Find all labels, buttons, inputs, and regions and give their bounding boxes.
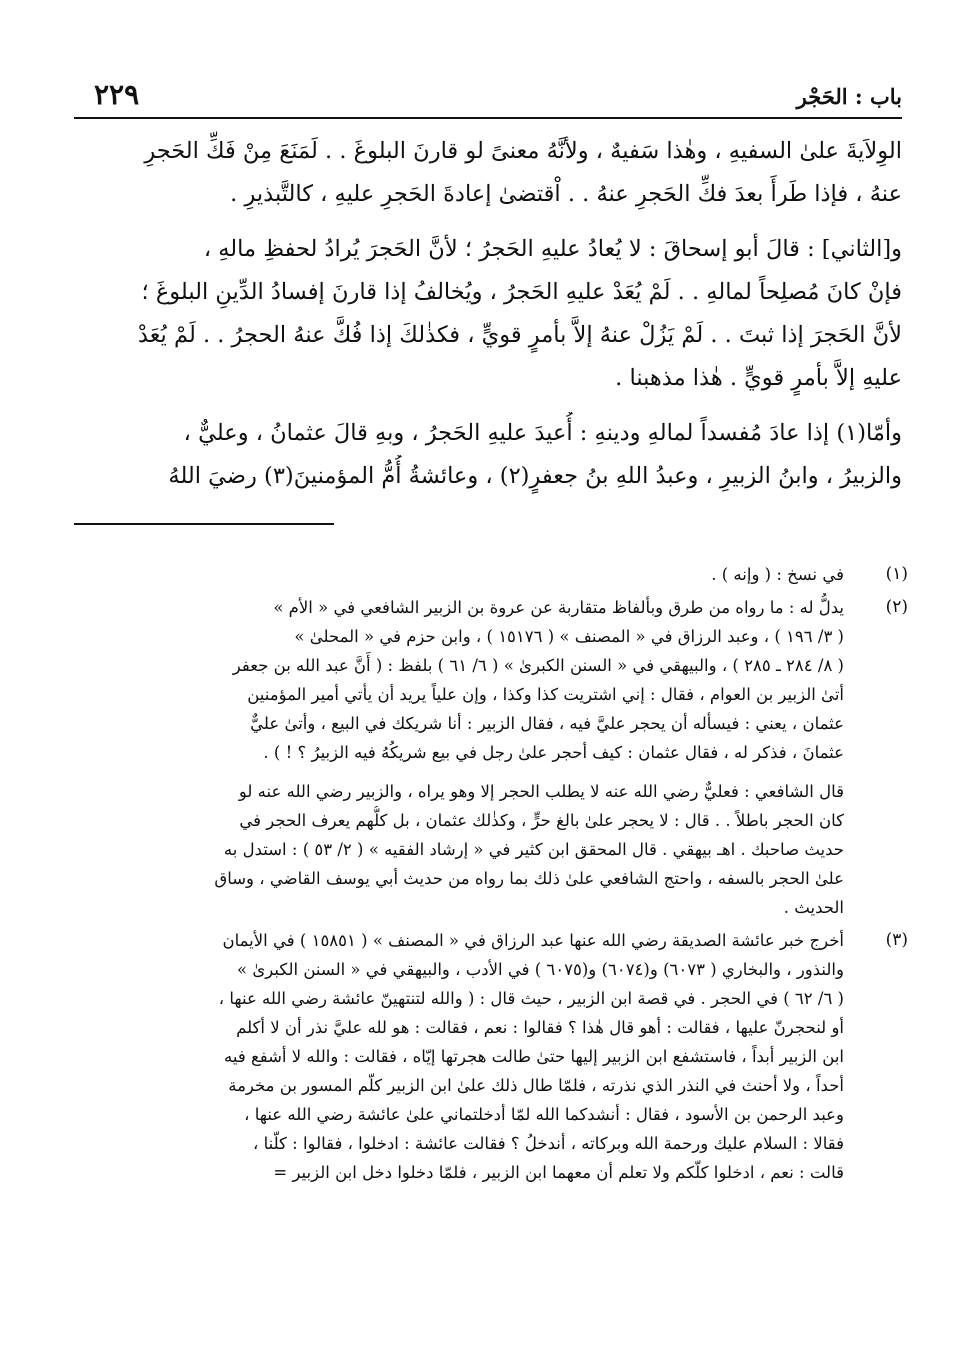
chapter-title: باب : الحَجْر (796, 84, 902, 109)
footnote-number: (٢) (885, 597, 908, 617)
footnote-line: وعبد الرحمن بن الأسود ، فقال : أنشدكما الله لمّا أدخلتماني علىٰ عائشة رضي الله عنها ، (244, 1105, 844, 1124)
footnote-line: ( ٦/ ٦٢ ) في الحجر . في قصة ابن الزبير ، حيث قال : ( والله لتنتهينّ عائشة رضي الله عنها ، (218, 989, 844, 1008)
text-line: عنهُ ، فإذا طَرأَ بعدَ فكِّ الحَجرِ عنهُ . . اْقتضىٰ إعادةَ الحَجرِ عليهِ ، كالتَّبذيرِ . (230, 181, 902, 207)
page-number: ٢٢٩ (94, 78, 140, 111)
footnote-line: أتىٰ الزبير بن العوام ، فقال : إني اشتريت كذا وكذا ، وإن علياً يريد أن يأتي أمير المؤمنين (247, 685, 844, 704)
footnote-line: في نسخ : ( وإنه ) . (711, 565, 844, 584)
text-line: فإنْ كانَ مُصلِحاً لمالهِ . . لَمْ يُعَدْ عليهِ الحَجرُ ، ويُخالفُ إذا قارنَ إفسادُ الدِّينِ البلوغَ ؛ (141, 279, 902, 305)
footnote-line: ( ٨/ ٢٨٤ ـ ٢٨٥ ) ، والبيهقي في « السنن الكبرىٰ » ( ٦/ ٦١ ) بلفظ : ( أَنَّ عبد الله بن جعفر (232, 656, 844, 675)
footnote-divider (74, 523, 334, 525)
footnote-line: ( ٣/ ١٩٦ ) ، وعبد الرزاق في « المصنف » ( ١٥١٧٦ ) ، وابن حزم في « المحلىٰ » (294, 627, 844, 646)
footnote (74, 593, 908, 922)
text-line: و[الثاني] : قالَ أبو إسحاقَ : لا يُعادُ عليهِ الحَجرُ ؛ لأنَّ الحَجرَ يُرادُ لحفظِ مالهِ ، (203, 236, 902, 262)
text-line: وأمّا(١) إذا عادَ مُفسداً لمالهِ ودينهِ : أُعيدَ عليهِ الحَجرُ ، وبهِ قالَ عثمانُ ، وعليٌّ ، (183, 420, 902, 446)
footnote-number: (٣) (885, 930, 908, 950)
footnote-number: (١) (885, 564, 908, 584)
footnote-quote (74, 777, 844, 922)
footnotes (74, 560, 908, 1191)
footnote-line: والنذور ، والبخاري ( ٦٠٧٣) و(٦٠٧٤) و(٦٠٧٥ ) في الأدب ، والبيهقي في « السنن الكبرىٰ » (237, 960, 844, 979)
quote-line: علىٰ الحجر بالسفه ، واحتج الشافعي علىٰ ذلك بما رواه من حديث أبي يوسف القاضي ، وساق (214, 869, 844, 888)
main-text (74, 130, 902, 498)
footnote-line: عثمان ، يعني : فيسأله أن يحجر عليَّ فيه ، فقال الزبير : أنا شريكك في البيع ، وأتىٰ عليٌّ (250, 714, 844, 733)
quote-line: قال الشافعي : فعليٌّ رضي الله عنه لا يطلب الحجر إلا وهو يراه ، والزبير رضي الله عنه لو (238, 782, 844, 801)
text-line: عليهِ إلاَّ بأمرٍ قويٍّ . هٰذا مذهبنا . (615, 365, 902, 391)
footnote-line: أحداً ، ولا أحنث في النذر الذي نذرته ، فلمّا طال ذلك علىٰ ابن الزبير كلّم المسور بن مخرمة (228, 1076, 844, 1095)
footnote-line: عثمانَ ، فذكر له ، فقال عثمان : كيف أحجر علىٰ رجل في بيع شريكُهُ فيه الزبيرُ ؟ ! ) . (263, 743, 844, 762)
page-header (74, 78, 902, 118)
quote-line: كان الحجر باطلاً . . قال : لا يحجر علىٰ بالغ حرٍّ ، وكذٰلك عثمان ، بل كلُّهم يعرف الحجر في (239, 811, 844, 830)
header-divider (74, 117, 902, 119)
footnote-line: يدلُّ له : ما رواه من طرق وبألفاظ متقاربة عن عروة بن الزبير الشافعي في « الأم » (273, 598, 844, 617)
text-line: لأنَّ الحَجرَ إذا ثبتَ . . لَمْ يَزُلْ عنهُ إلاَّ بأمرٍ قويٍّ ، فكذٰلكَ إذا فُكَّ عنهُ الحجرُ . . لَمْ يُعَدْ (137, 322, 902, 348)
quote-line: حديث صاحبك . اهـ بيهقي . قال المحقق ابن كثير في « إرشاد الفقيه » ( ٢/ ٥٣ ) : استدل به (223, 840, 844, 859)
footnote-line: أخرج خبر عائشة الصديقة رضي الله عنها عبد الرزاق في « المصنف » ( ١٥٨٥١ ) في الأيمان (222, 931, 844, 950)
book-page (74, 0, 908, 1368)
footnote (74, 560, 908, 589)
text-line: الوِلاَيةَ علىٰ السفيهِ ، وهٰذا سَفيهٌ ، ولأنَّهُ معنىً لو قارنَ البلوغَ . . لَمَنَعَ مِنْ فَكِّ الحَجرِ (144, 138, 902, 164)
footnote-line: أو لنحجرنّ عليها ، فقالت : أهو قال هٰذا ؟ فقالوا : نعم ، فقالت : هو لله عليَّ نذر أن لا أكلم (236, 1018, 844, 1037)
footnote-line: ابن الزبير أبداً ، فاستشفع ابن الزبير إليها حتىٰ طالت هجرتها إيّاه ، فقالت : والله لا أشفع فيه (224, 1047, 844, 1066)
footnote (74, 926, 908, 1187)
quote-line: الحديث . (783, 898, 844, 917)
text-line: والزبيرُ ، وابنُ الزبيرِ ، وعبدُ اللهِ بنُ جعفرٍ(٢) ، وعائشةُ أُمُّ المؤمنينَ(٣) رضيَ اللهُ (168, 463, 902, 489)
footnote-line: قالت : نعم ، ادخلوا كلّكم ولا تعلم أن معهما ابن الزبير ، فلمّا دخلوا دخل ابن الزبير = (273, 1163, 844, 1182)
footnote-line: فقالا : السلام عليك ورحمة الله وبركاته ، أندخلُ ؟ فقالت عائشة : ادخلوا ، فقالوا : كلّنا ، (253, 1134, 844, 1153)
